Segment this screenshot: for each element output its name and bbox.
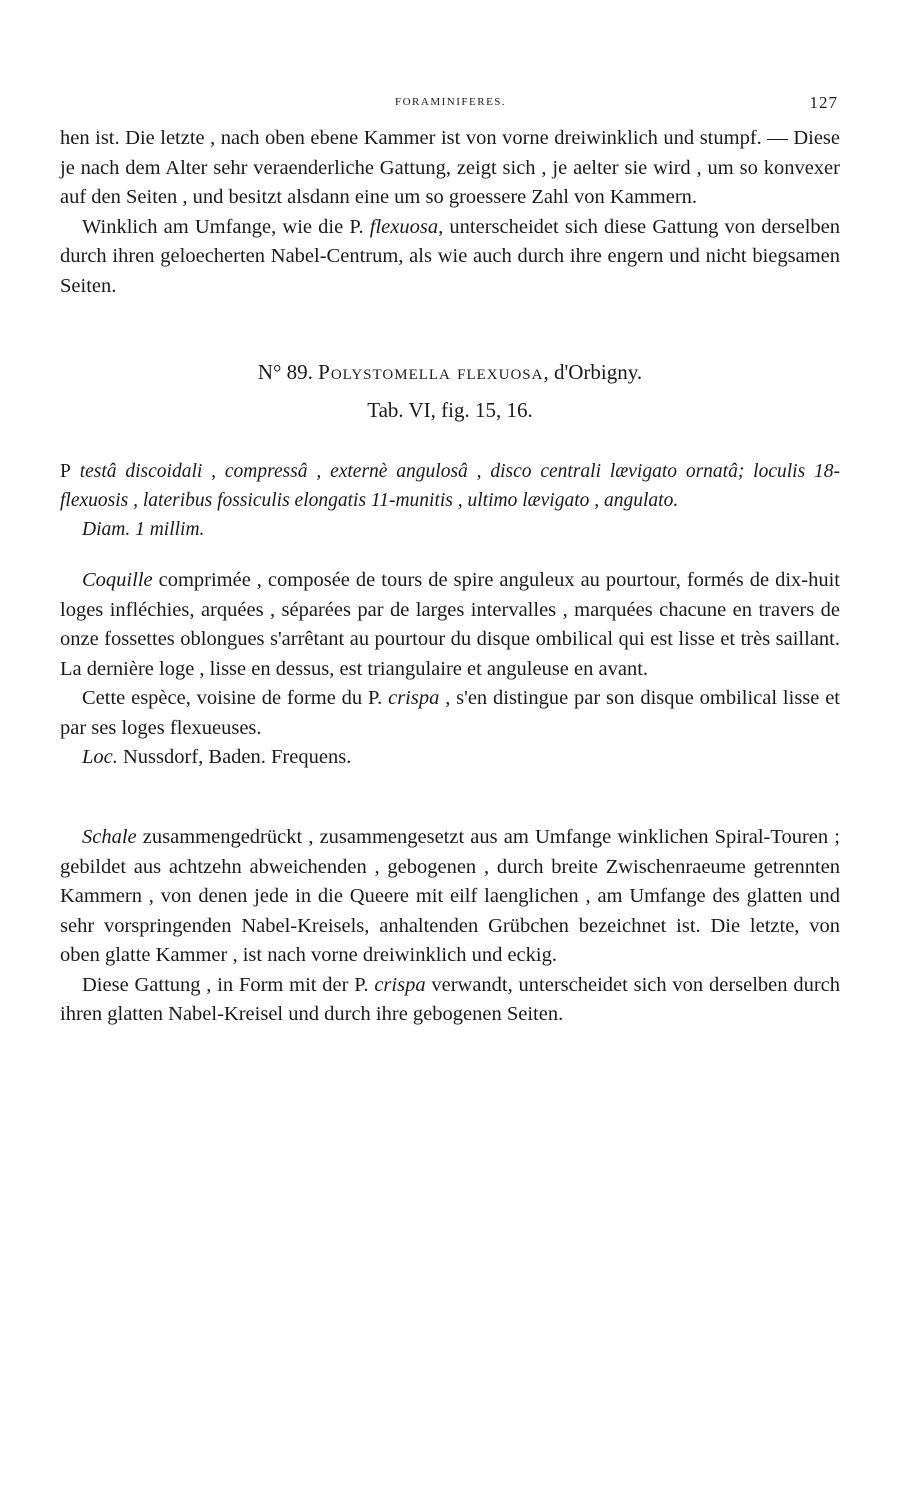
latin-lead: P — [60, 461, 71, 482]
page-number: 127 — [809, 93, 838, 112]
term-italic: Schale — [82, 826, 137, 848]
german-intro-paragraph-1: hen ist. Die letzte , nach oben ebene Kammer ist von vorne dreiwinklich und stumpf. — Diese je nach dem Alter sehr veraenderliche Gattung, zeigt sich , je aelter sie wird , um so konvexer auf den Seiten , und besitzt alsdann eine um so groessere Zahl von Kammern. — [60, 127, 840, 208]
french-description — [60, 566, 840, 773]
running-title: FORAMINIFERES. — [395, 96, 507, 108]
species-name-italic: crispa — [374, 973, 426, 996]
locality-label: Loc. — [82, 746, 118, 768]
locality-text: Nussdorf, Baden. Frequens. — [117, 746, 352, 768]
text-run: , unterscheidet sich diese Gattung von derselben durch ihren geloecherten Nabel-Centrum, als wie auch durch ihre engern und nicht biegsamen Seiten. — [60, 215, 840, 297]
term-italic: Coquille — [82, 569, 153, 591]
text-run: Cette espèce, voisine de forme du P. — [82, 687, 389, 709]
german-description — [60, 823, 840, 1030]
text-run: verwandt, unterscheidet sich von derselben durch ihren glatten Nabel-Kreisel und durch ihre gebogenen Seiten. — [60, 973, 840, 1025]
species-number: N° 89. — [257, 360, 313, 384]
latin-diameter: Diam. 1 millim. — [82, 519, 205, 540]
text-run: comprimée , composée de tours de spire anguleux au pourtour, formés de dix-huit loges infléchies, arquées , séparées par de larges intervalles , marquées chacune en travers de onze fossettes oblongues s'arrêtant au pourtour du disque ombilical qui est lisse et très saillant. La dernière loge , lisse en dessus, est triangulaire et anguleuse en avant. — [60, 569, 840, 680]
text-run: Diese Gattung , in Form mit der P. — [82, 973, 375, 996]
latin-diagnosis — [60, 457, 840, 544]
french-paragraph-2 — [60, 684, 840, 743]
species-heading — [0, 360, 900, 385]
german-paragraph-2 — [60, 971, 840, 1030]
species-name-italic: crispa — [388, 687, 440, 709]
plate-reference: Tab. VI, fig. 15, 16. — [367, 398, 533, 422]
french-paragraph-1 — [60, 566, 840, 684]
german-paragraph-1 — [60, 823, 840, 971]
species-author: , d'Orbigny. — [543, 360, 643, 384]
latin-text: testâ discoidali , compressâ , externè angulosâ , disco centrali lævigato ornatâ; loculis 18-flexuosis , lateribus fossiculis elongatis 11-munitis , ultimo lævigato , angulato. — [60, 461, 841, 511]
german-intro-section — [60, 124, 840, 301]
locality-line — [60, 743, 840, 773]
text-run: Winklich am Umfange, wie die P. — [82, 215, 370, 238]
species-name: Polystomella flexuosa — [318, 360, 544, 384]
running-head — [0, 93, 900, 116]
text-run: , s'en distingue par son disque ombilical lisse et par ses loges flexueuses. — [60, 687, 840, 739]
species-name-italic: flexuosa — [369, 215, 439, 238]
text-run: zusammengedrückt , zusammengesetzt aus am Umfange winklichen Spiral-Touren ; gebildet aus achtzehn abweichenden , gebogenen , durch breite Zwischenraeume getrennten Kammern , von denen jede in die Queere mit eilf laenglichen , am Umfange des glatten und sehr vorspringenden Nabel-Kreisels, anhaltenden Grübchen bezeichnet ist. Die letzte, von oben glatte Kammer , ist nach vorne dreiwinklich und eckig. — [60, 826, 840, 966]
german-intro-paragraph-2 — [60, 213, 840, 302]
